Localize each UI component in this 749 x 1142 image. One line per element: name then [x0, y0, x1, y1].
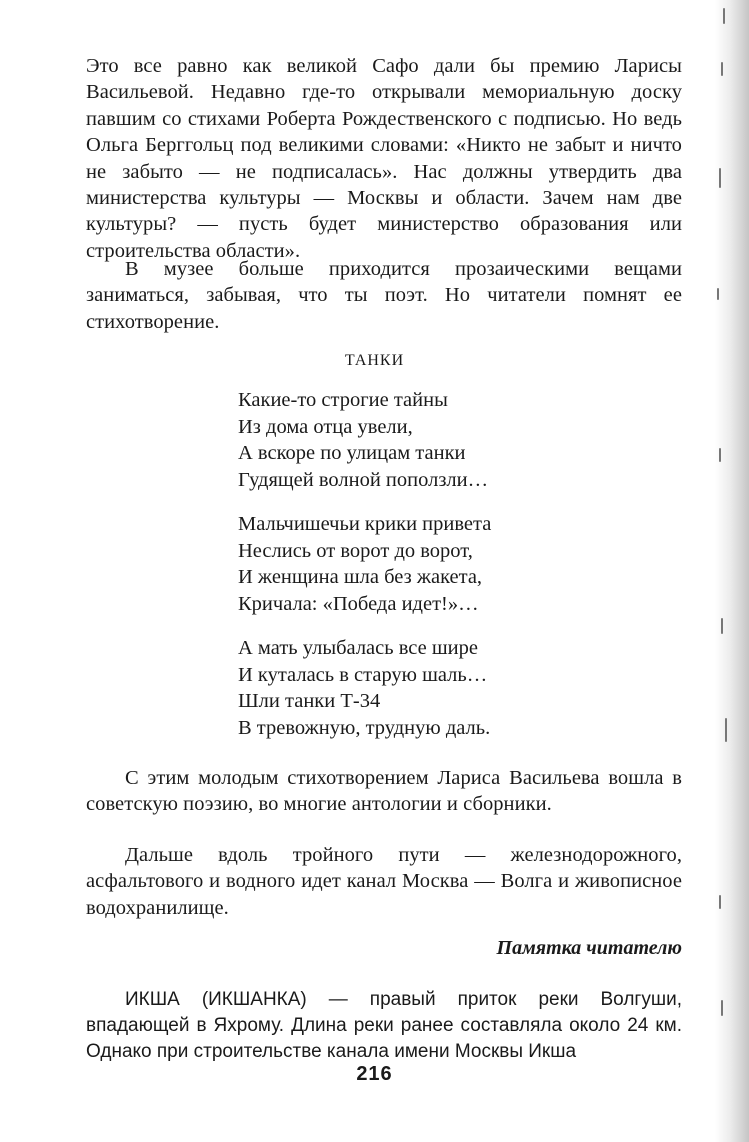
poem-stanza-3 [238, 635, 638, 741]
edge-mark [719, 895, 721, 909]
poem-line: В тревожную, трудную даль. [238, 716, 491, 739]
poem-line: Неслись от ворот до ворот, [238, 539, 473, 562]
poem-line: Из дома отца увели, [238, 415, 413, 438]
poem-stanza-2 [238, 511, 638, 617]
poem-title: ТАНКИ [344, 352, 405, 369]
edge-mark [719, 168, 721, 188]
edge-mark [717, 288, 719, 300]
paragraph-4: Дальше вдоль тройного пути — железнодорожного, асфальтового и водного идет канал Москва — Волга и живописное водохранилище. [86, 844, 682, 919]
poem-line: А вскоре по улицам танки [238, 442, 466, 464]
edge-mark [721, 1000, 723, 1016]
poem-line: Мальчишечьи крики привета [238, 513, 492, 535]
page-number: 216 [356, 1063, 393, 1085]
edge-mark [719, 448, 721, 462]
poem-line: А мать улыбалась все шире [238, 637, 478, 659]
poem-line: Гудящей волной поползли… [238, 468, 489, 491]
edge-mark [723, 8, 725, 24]
edge-mark [721, 618, 723, 634]
reader-note-text: ИКША (ИКШАНКА) — правый приток реки Волгуши, впадающей в Яхрому. Длина реки ранее составляла около 24 км. Однако при строительстве канала имени Москвы Икша [86, 989, 682, 1062]
poem-stanza-1 [238, 387, 638, 493]
reader-note-heading: Памятка читателю [496, 937, 682, 959]
paragraph-3: С этим молодым стихотворением Лариса Васильева вошла в советскую поэзию, во многие антологии и сборники. [86, 767, 682, 816]
paragraph-1: Это все равно как великой Сафо дали бы премию Ларисы Васильевой. Недавно где-то открывали мемориальную доску павшим со стихами Роберта Рождественского с подписью. Но ведь Ольга Берггольц под великими словами: «Никто не забыт и ничто не забыто — не подписалась». Нас должны утвердить два министерства культуры — Москвы и области. Зачем нам две культуры? — пусть будет министерство образования или строительства области». [86, 55, 682, 262]
poem-line: Какие-то строгие тайны [238, 389, 448, 411]
poem-line: И женщина шла без жакета, [238, 566, 483, 588]
paragraph-2: В музее больше приходится прозаическими вещами заниматься, забывая, что ты поэт. Но читатели помнят ее стихотворение. [86, 258, 682, 333]
poem-line: Кричала: «Победа идет!»… [238, 592, 479, 615]
edge-mark [721, 62, 723, 76]
poem-line: И куталась в старую шаль… [238, 663, 488, 686]
edge-mark [725, 718, 727, 742]
poem-line: Шли танки Т-34 [238, 690, 381, 712]
